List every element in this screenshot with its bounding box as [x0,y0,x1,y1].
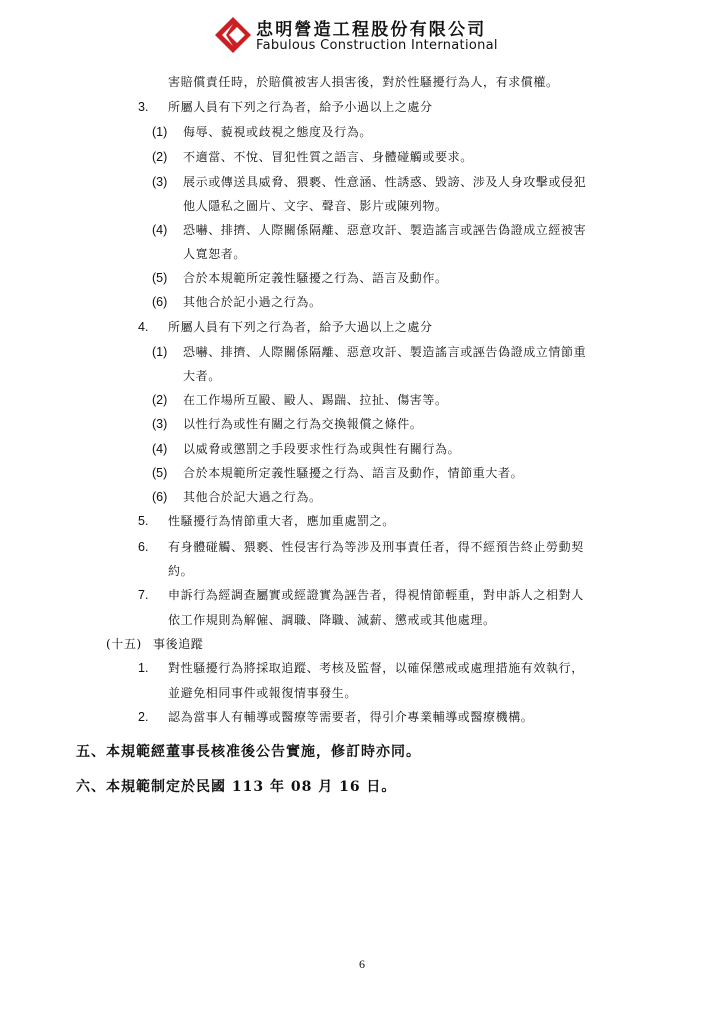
page-number: 6 [359,957,365,971]
subitem-number: (4) [152,223,168,237]
subitem-text: 恐嚇、排擠、人際關係隔離、惡意攻訐、製造謠言或誣告偽證成立經被害 [183,223,587,237]
subitem-number: (1) [152,125,168,139]
subitem-text: 合於本規範所定義性騷擾之行為、語言及動作。 [183,271,448,285]
item-number: 7. [138,588,149,602]
item-number: 2. [138,710,149,724]
subitem-number: (2) [152,150,168,164]
subitem-number: (5) [152,466,168,480]
item-text: 申訴行為經調查屬實或經證實為誣告者，得視情節輕重，對申訴人之相對人 [168,588,584,602]
company-name-chinese: 忠明營造工程股份有限公司 [256,20,487,40]
subitem-text: 以威脅或懲罰之手段要求性行為或與性有關行為。 [183,442,461,456]
subitem-text: 其他合於記大過之行為。 [183,490,322,504]
subitem-text: 侮辱、藐視或歧視之態度及行為。 [183,125,373,139]
subitem-continuation: 人寬恕者。 [183,247,247,261]
subitem-text: 合於本規範所定義性騷擾之行為、語言及動作，情節重大者。 [183,466,524,480]
article-6: 六、本規範制定於民國 113 年 08 月 16 日。 [76,779,397,795]
subitem-text: 恐嚇、排擠、人際關係隔離、惡意攻訐、製造謠言或誣告偽證成立情節重 [183,345,587,359]
item-text: 認為當事人有輔導或醫療等需要者，得引介專業輔導或醫療機構。 [168,710,534,724]
company-logo-icon [214,16,252,54]
item-continuation: 並避免相同事件或報復情事發生。 [168,686,358,700]
subitem-number: (1) [152,345,168,359]
item-number: 3. [138,100,149,114]
subitem-number: (6) [152,295,168,309]
subitem-number: (6) [152,490,168,504]
section-number: (十五) [106,637,142,651]
subitem-text: 在工作場所互毆、毆人、踢踹、拉扯、傷害等。 [183,393,448,407]
item-text: 所屬人員有下列之行為者，給予大過以上之處分 [168,320,433,334]
item-number: 1. [138,661,149,675]
company-name-english: Fabulous Construction International [256,38,498,53]
item-text: 性騷擾行為情節重大者，應加重處罰之。 [168,514,395,528]
item-text: 所屬人員有下列之行為者，給予小過以上之處分 [168,100,433,114]
item-text: 對性騷擾行為將採取追蹤、考核及監督，以確保懲戒或處理措施有效執行， [168,661,584,675]
article-5: 五、本規範經董事長核准後公告實施，修訂時亦同。 [76,744,421,760]
section-heading: 事後追蹤 [153,637,204,651]
subitem-number: (2) [152,393,168,407]
subitem-continuation: 大者。 [183,369,221,383]
item-number: 6. [138,540,149,554]
subitem-text: 以性行為或性有關之行為交換報償之條件。 [183,417,423,431]
item-continuation: 依工作規則為解僱、調職、降職、減薪、懲戒或其他處理。 [168,613,496,627]
subitem-text: 展示或傳送具威脅、猥褻、性意涵、性誘惑、毀謗、涉及人身攻擊或侵犯 [183,175,587,189]
letterhead [214,14,524,56]
subitem-text: 其他合於記小過之行為。 [183,295,322,309]
subitem-text: 不適當、不悅、冒犯性質之語言、身體碰觸或要求。 [183,150,473,164]
subitem-number: (3) [152,417,168,431]
item-number: 5. [138,514,149,528]
item-text: 有身體碰觸、猥褻、性侵害行為等涉及刑事責任者，得不經預告終止勞動契 [168,540,584,554]
subitem-number: (3) [152,175,168,189]
item-number: 4. [138,320,149,334]
subitem-number: (5) [152,271,168,285]
item-continuation: 約。 [168,564,194,578]
subitem-continuation: 他人隱私之圖片、文字、聲音、影片或陳列物。 [183,199,448,213]
subitem-number: (4) [152,442,168,456]
continued-paragraph: 害賠償責任時，於賠償被害人損害後，對於性騷擾行為人，有求償權。 [168,75,559,89]
